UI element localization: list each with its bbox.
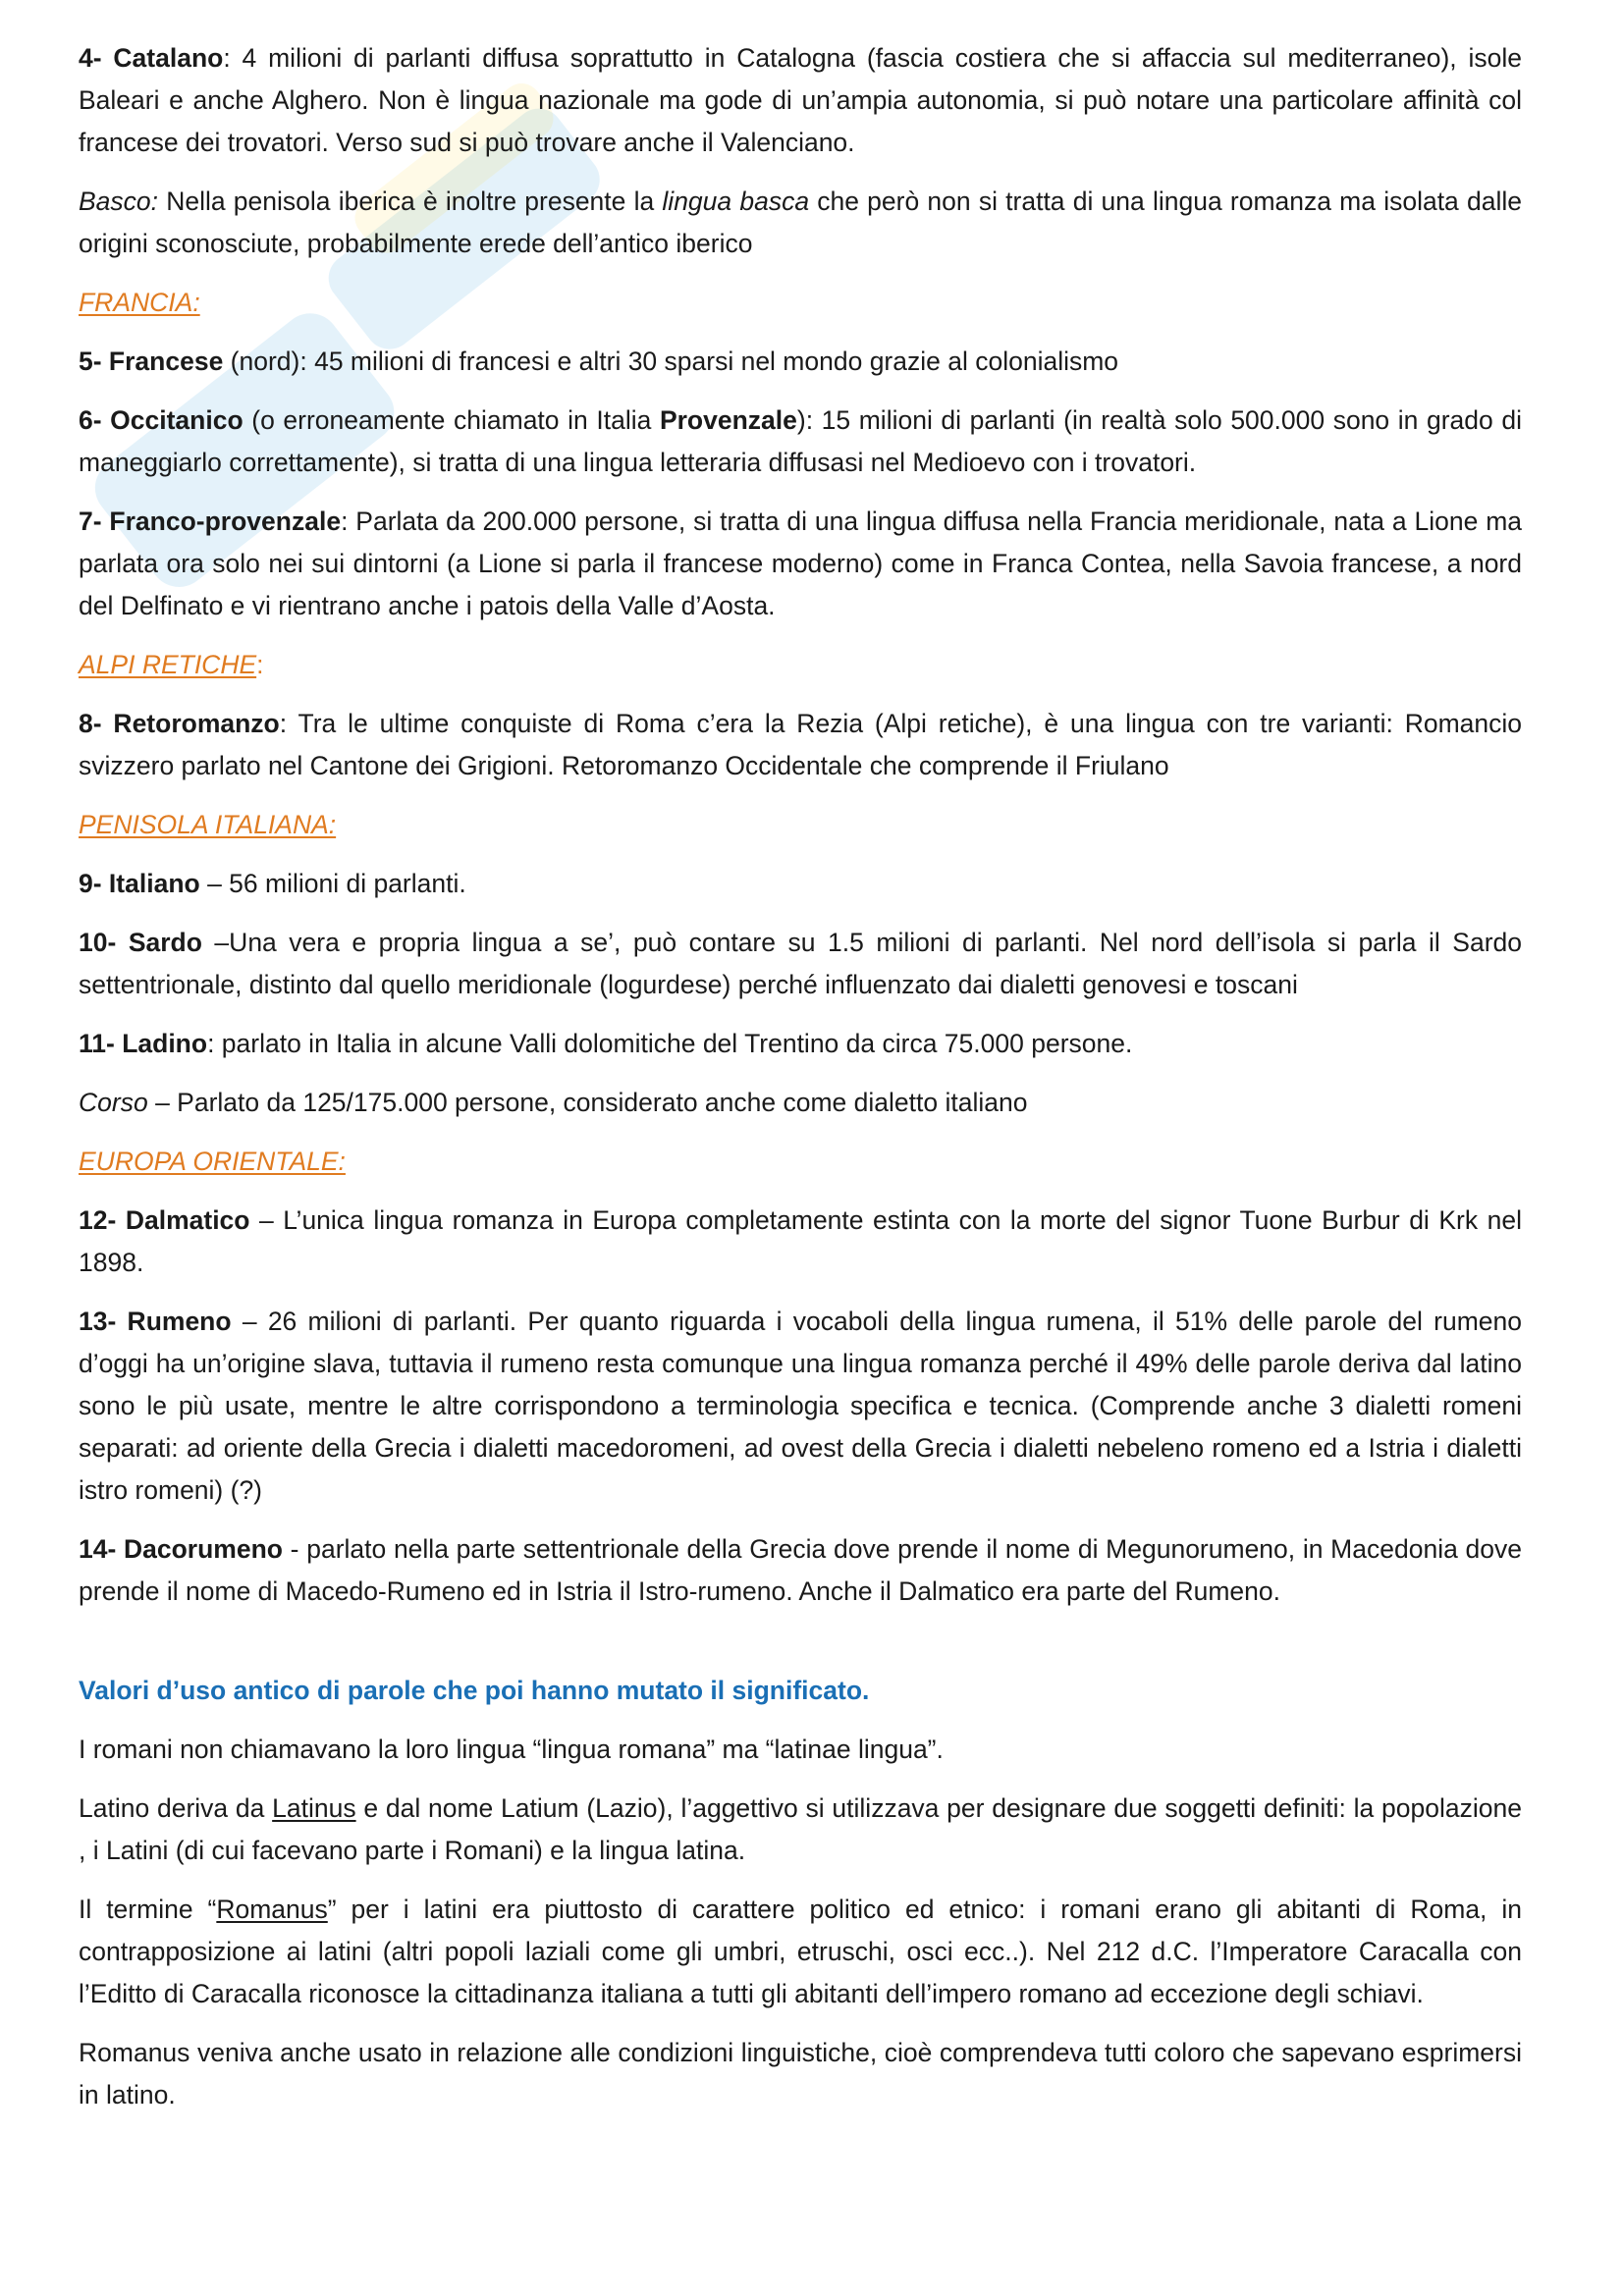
text-retoromanzo: : Tra le ultime conquiste di Roma c’era la Rezia (Alpi retiche), è una lingua con tre varianti: Romancio svizzero parlato nel Cantone dei Grigioni. Retoromanzo Occidentale che comprende il Friulano: [79, 709, 1522, 780]
term-provenzale: Provenzale: [659, 405, 797, 435]
text-francese: (nord): 45 milioni di francesi e altri 30 sparsi nel mondo grazie al colonialismo: [223, 347, 1119, 376]
paragraph-franco-provenzale: [79, 501, 1522, 627]
section-francia: FRANCIA:: [79, 288, 200, 317]
text-franco-provenzale: : Parlata da 200.000 persone, si tratta di una lingua diffusa nella Francia meridionale, nata a Lione ma parlata ora solo nei sui dintorni (a Lione si parla il francese moderno) come in Franca Contea, nella Savoia francese, a nord del Delfinato e vi rientrano anche i patois della Valle d’Aosta.: [79, 507, 1523, 620]
paragraph-ladino: [79, 1023, 1522, 1065]
text-occitanico-b: ): 15 milioni di parlanti (in realtà solo 500.000 sono in grado di maneggiarlo correttamente), si tratta di una lingua letteraria diffusasi nel Medioevo con i trovatori.: [79, 405, 1522, 477]
paragraph-romanus-linguistico: Romanus veniva anche usato in relazione alle condizioni linguistiche, cioè comprendeva tutti coloro che sapevano esprimersi in latino.: [79, 2038, 1522, 2109]
label-basco: Basco:: [79, 187, 159, 216]
text-dacorumeno: - parlato nella parte settentrionale della Grecia dove prende il nome di Megunorumeno, in Macedonia dove prende il nome di Macedo-Rumeno ed in Istria il Istro-rumeno. Anche il Dalmatico era parte del Rumeno.: [79, 1534, 1522, 1606]
term-lingua-basca: lingua basca: [662, 187, 810, 216]
text-corso: – Parlato da 125/175.000 persone, considerato anche come dialetto italiano: [147, 1088, 1028, 1117]
paragraph-francese: [79, 341, 1522, 383]
heading-occitanico: 6- Occitanico: [79, 405, 243, 435]
heading-ladino: 11- Ladino: [79, 1029, 208, 1058]
heading-sardo: 10- Sardo: [79, 928, 202, 957]
paragraph-sardo: [79, 922, 1522, 1006]
paragraph-retoromanzo: [79, 703, 1522, 787]
text-romanus-b: ” per i latini era piuttosto di carattere politico ed etnico: i romani erano gli abitanti di Roma, in contrapposizione ai latini (altri popoli laziali come gli umbri, etruschi, osci ecc..). Nel 212 d.C. l’Imperatore Caracalla con l’Editto di Caracalla riconosce la cittadinanza italiana a tutti gli abitanti dell’impero romano ad eccezione degli schiavi.: [79, 1895, 1522, 2008]
text-basco-b: che però non si tratta di una lingua romanza ma isolata dalle origini sconosciute, probabilmente erede dell’antico iberico: [79, 187, 1522, 258]
text-catalano: : 4 milioni di parlanti diffusa soprattutto in Catalogna (fascia costiera che si affaccia sul mediterraneo), isole Baleari e anche Alghero. Non è lingua nazionale ma gode di un’ampia autonomia, si può notare una particolare affinità col francese dei trovatori. Verso sud si può trovare anche il Valenciano.: [79, 43, 1522, 157]
section-alpi-retiche: [79, 644, 1522, 686]
heading-rumeno: 13- Rumeno: [79, 1307, 232, 1336]
term-latinus: Latinus: [272, 1793, 356, 1823]
text-rumeno: – 26 milioni di parlanti. Per quanto riguarda i vocaboli della lingua rumena, il 51% delle parole del rumeno d’oggi ha un’origine slava, tuttavia il rumeno resta comunque una lingua romanza perché il 49% delle parole deriva dal latino sono le più usate, mentre le altre corrispondono a terminologia specifica e tecnica. (Comprende anche 3 dialetti romeni separati: ad oriente della Grecia i dialetti macedoromeni, ad ovest della Grecia i dialetti nebeleno romeno ed a Istria i dialetti istro romeni) (?): [79, 1307, 1522, 1505]
section-europa-orientale: EUROPA ORIENTALE:: [79, 1147, 346, 1176]
document-page: [79, 37, 1522, 2133]
heading-catalano: 4- Catalano: [79, 43, 224, 73]
text-romanus-a: Il termine “: [79, 1895, 217, 1924]
paragraph-dacorumeno: [79, 1528, 1522, 1613]
text-latino-a: Latino deriva da: [79, 1793, 273, 1823]
paragraph-occitanico: [79, 400, 1522, 484]
section-penisola-italiana: PENISOLA ITALIANA:: [79, 810, 337, 839]
heading-dalmatico: 12- Dalmatico: [79, 1205, 250, 1235]
heading-retoromanzo: 8- Retoromanzo: [79, 709, 280, 738]
term-romanus: Romanus: [216, 1895, 328, 1924]
heading-dacorumeno: 14- Dacorumeno: [79, 1534, 283, 1564]
heading-francese: 5- Francese: [79, 347, 224, 376]
heading-valori-uso-antico: Valori d’uso antico di parole che poi hanno mutato il significato.: [79, 1676, 870, 1705]
paragraph-rumeno: [79, 1301, 1522, 1512]
section-alpi-label: ALPI RETICHE: [79, 650, 257, 679]
text-occitanico-a: (o erroneamente chiamato in Italia: [243, 405, 660, 435]
paragraph-dalmatico: [79, 1200, 1522, 1284]
text-basco-a: Nella penisola iberica è inoltre presente la: [158, 187, 663, 216]
paragraph-romanus: [79, 1889, 1522, 2015]
section-alpi-colon: :: [256, 650, 264, 679]
paragraph-catalano: [79, 37, 1522, 164]
paragraph-latino: [79, 1788, 1522, 1872]
text-ladino: : parlato in Italia in alcune Valli dolomitiche del Trentino da circa 75.000 persone.: [207, 1029, 1133, 1058]
text-dalmatico: – L’unica lingua romanza in Europa completamente estinta con la morte del signor Tuone Burbur di Krk nel 1898.: [79, 1205, 1522, 1277]
heading-franco-provenzale: 7- Franco-provenzale: [79, 507, 342, 536]
text-latino-b: e dal nome Latium (Lazio), l’aggettivo si utilizzava per designare due soggetti definiti: la popolazione , i Latini (di cui facevano parte i Romani) e la lingua latina.: [79, 1793, 1522, 1865]
paragraph-basco: [79, 181, 1522, 265]
paragraph-italiano: [79, 863, 1522, 905]
text-italiano: – 56 milioni di parlanti.: [199, 869, 466, 898]
paragraph-corso: [79, 1082, 1522, 1124]
text-sardo: –Una vera e propria lingua a se’, può contare su 1.5 milioni di parlanti. Nel nord dell’isola si parla il Sardo settentrionale, distinto dal quello meridionale (logurdese) perché influenzato dai dialetti genovesi e toscani: [79, 928, 1523, 999]
paragraph-romani-lingua: I romani non chiamavano la loro lingua “lingua romana” ma “latinae lingua”.: [79, 1735, 944, 1764]
heading-italiano: 9- Italiano: [79, 869, 200, 898]
label-corso: Corso: [79, 1088, 148, 1117]
